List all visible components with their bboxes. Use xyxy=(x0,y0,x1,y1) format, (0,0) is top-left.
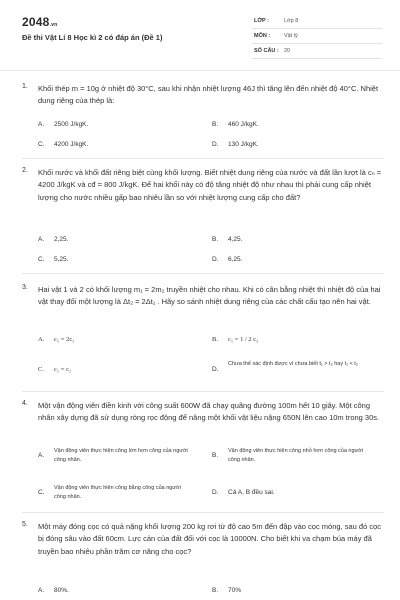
question-number: 5. xyxy=(22,521,28,528)
meta-row-subject xyxy=(252,29,382,44)
option-label: A. xyxy=(38,121,45,128)
meta-row-count xyxy=(252,44,382,59)
option-label: B. xyxy=(212,236,219,243)
page-title: Đề thi Vật Lí 8 Học kì 2 có đáp án (Đề 1) xyxy=(22,33,163,42)
question-number: 3. xyxy=(22,284,28,291)
meta-label: LỚP : xyxy=(254,18,269,24)
question-divider xyxy=(22,512,384,513)
option-text: 2,25. xyxy=(54,236,69,243)
option-text: 460 J/kgK. xyxy=(228,121,259,128)
question-number: 2. xyxy=(22,167,28,174)
question-text: Khối thép m = 10g ở nhiệt độ 30°C, sau khi nhận nhiệt lượng 46J thì tăng lên đến nhiệt độ 40°C. Nhiệt dung riêng của thép là: xyxy=(38,84,379,106)
option-text: Vận động viên thực hiện công lớn hơn công của người công nhân. xyxy=(54,448,188,463)
option-label: C. xyxy=(38,366,44,373)
meta-value: Vật lý xyxy=(284,33,298,39)
option-label: A. xyxy=(38,452,45,459)
meta-label: SỐ CÂU : xyxy=(254,48,279,54)
meta-value: Lớp 8 xyxy=(284,18,299,24)
question-divider xyxy=(22,273,384,274)
option-text: Vận động viên thực hiện công nhỏ hơn công của người công nhân. xyxy=(228,448,364,463)
option-label: C. xyxy=(38,141,45,148)
meta-label: MÔN : xyxy=(254,33,271,39)
option-text: Chưa thể xác định được vì chưa biết t₁ > t₂ hay t₁ < t₂ xyxy=(228,361,358,367)
logo-main: 2048 xyxy=(22,15,50,29)
document-header xyxy=(0,0,400,66)
header-divider xyxy=(0,70,400,71)
meta-value: 20 xyxy=(284,48,291,54)
option-label: A. xyxy=(38,336,45,343)
question-divider xyxy=(22,158,384,159)
option-text: c₁ = c₂ xyxy=(54,366,72,373)
option-label: B. xyxy=(212,121,219,128)
option-label: B. xyxy=(212,336,218,343)
question-number: 4. xyxy=(22,400,28,407)
option-label: C. xyxy=(38,256,45,263)
question-number: 1. xyxy=(22,83,28,90)
question-text: Hai vật 1 và 2 có khối lượng m₁ = 2m₂ truyền nhiệt cho nhau. Khi có cân bằng nhiệt thì nhiệt độ của hai vật thay đổi một lượng là Δt₂ = 2Δt₁ . Hãy so sánh nhiệt dung riêng của các chất cấu tạo nên hai vật. xyxy=(38,285,381,307)
option-label: A. xyxy=(38,236,45,243)
option-label: B. xyxy=(212,587,219,594)
option-text: 6,25. xyxy=(228,256,243,263)
option-text: c₁ = 2c₂ xyxy=(54,336,75,343)
question-text: Khối nước và khối đất riêng biệt cùng khối lượng. Biết nhiệt dung riêng của nước và đất lần lượt là cₙ = 4200 J/kgK và cđ = 800 J/kgK. Để hai khối này có độ tăng nhiệt độ như nhau thì phải cung cấp nhiệt lượng cho nước nhiều gấp bao nhiêu lần so với nhiệt lượng cung cấp cho đất? xyxy=(38,168,382,202)
logo-suffix: .vn xyxy=(49,22,58,28)
option-text: c₁ = 1 / 2 c₂ xyxy=(228,336,259,343)
question-text: Một máy đóng cọc có quả nặng khối lượng 200 kg rơi từ độ cao 5m đến đập vào cọc móng, sau đó cọc bị đóng sâu vào đất 60cm. Lực cản của đất đối với cọc là 10000N. Cho biết khi va chạm búa máy đã truyền bao nhiêu phần trăm cơ năng cho cọc? xyxy=(38,522,381,556)
question-divider xyxy=(22,391,384,392)
option-text: Vận động viên thực hiện công bằng công của người công nhân. xyxy=(54,485,181,500)
option-text: 2500 J/kgK. xyxy=(54,121,89,128)
option-text: 4,25. xyxy=(228,236,243,243)
option-label: C. xyxy=(38,489,45,496)
option-text: 80%. xyxy=(54,587,69,594)
meta-table xyxy=(252,14,382,59)
meta-row-class xyxy=(252,14,382,29)
option-label: D. xyxy=(212,366,219,373)
option-text: 4200 J/kgK. xyxy=(54,141,89,148)
site-logo[interactable] xyxy=(22,15,57,29)
option-label: D. xyxy=(212,141,219,148)
option-label: A. xyxy=(38,587,45,594)
option-label: D. xyxy=(212,489,219,496)
option-text: Cả A, B đều sai. xyxy=(228,489,275,496)
option-label: B. xyxy=(212,452,219,459)
option-text: 5,25. xyxy=(54,256,69,263)
question-text: Một vận động viên điền kinh với công suất 600W đã chạy quãng đường 100m hết 10 giây. Một công nhân xây dựng đã sử dụng ròng rọc động để nâng một khối vật liệu nặng 650N lên cao 10m trong 30s. xyxy=(38,401,380,423)
option-text: 70% xyxy=(228,587,242,594)
option-label: D. xyxy=(212,256,219,263)
option-text: 130 J/kgK. xyxy=(228,141,259,148)
